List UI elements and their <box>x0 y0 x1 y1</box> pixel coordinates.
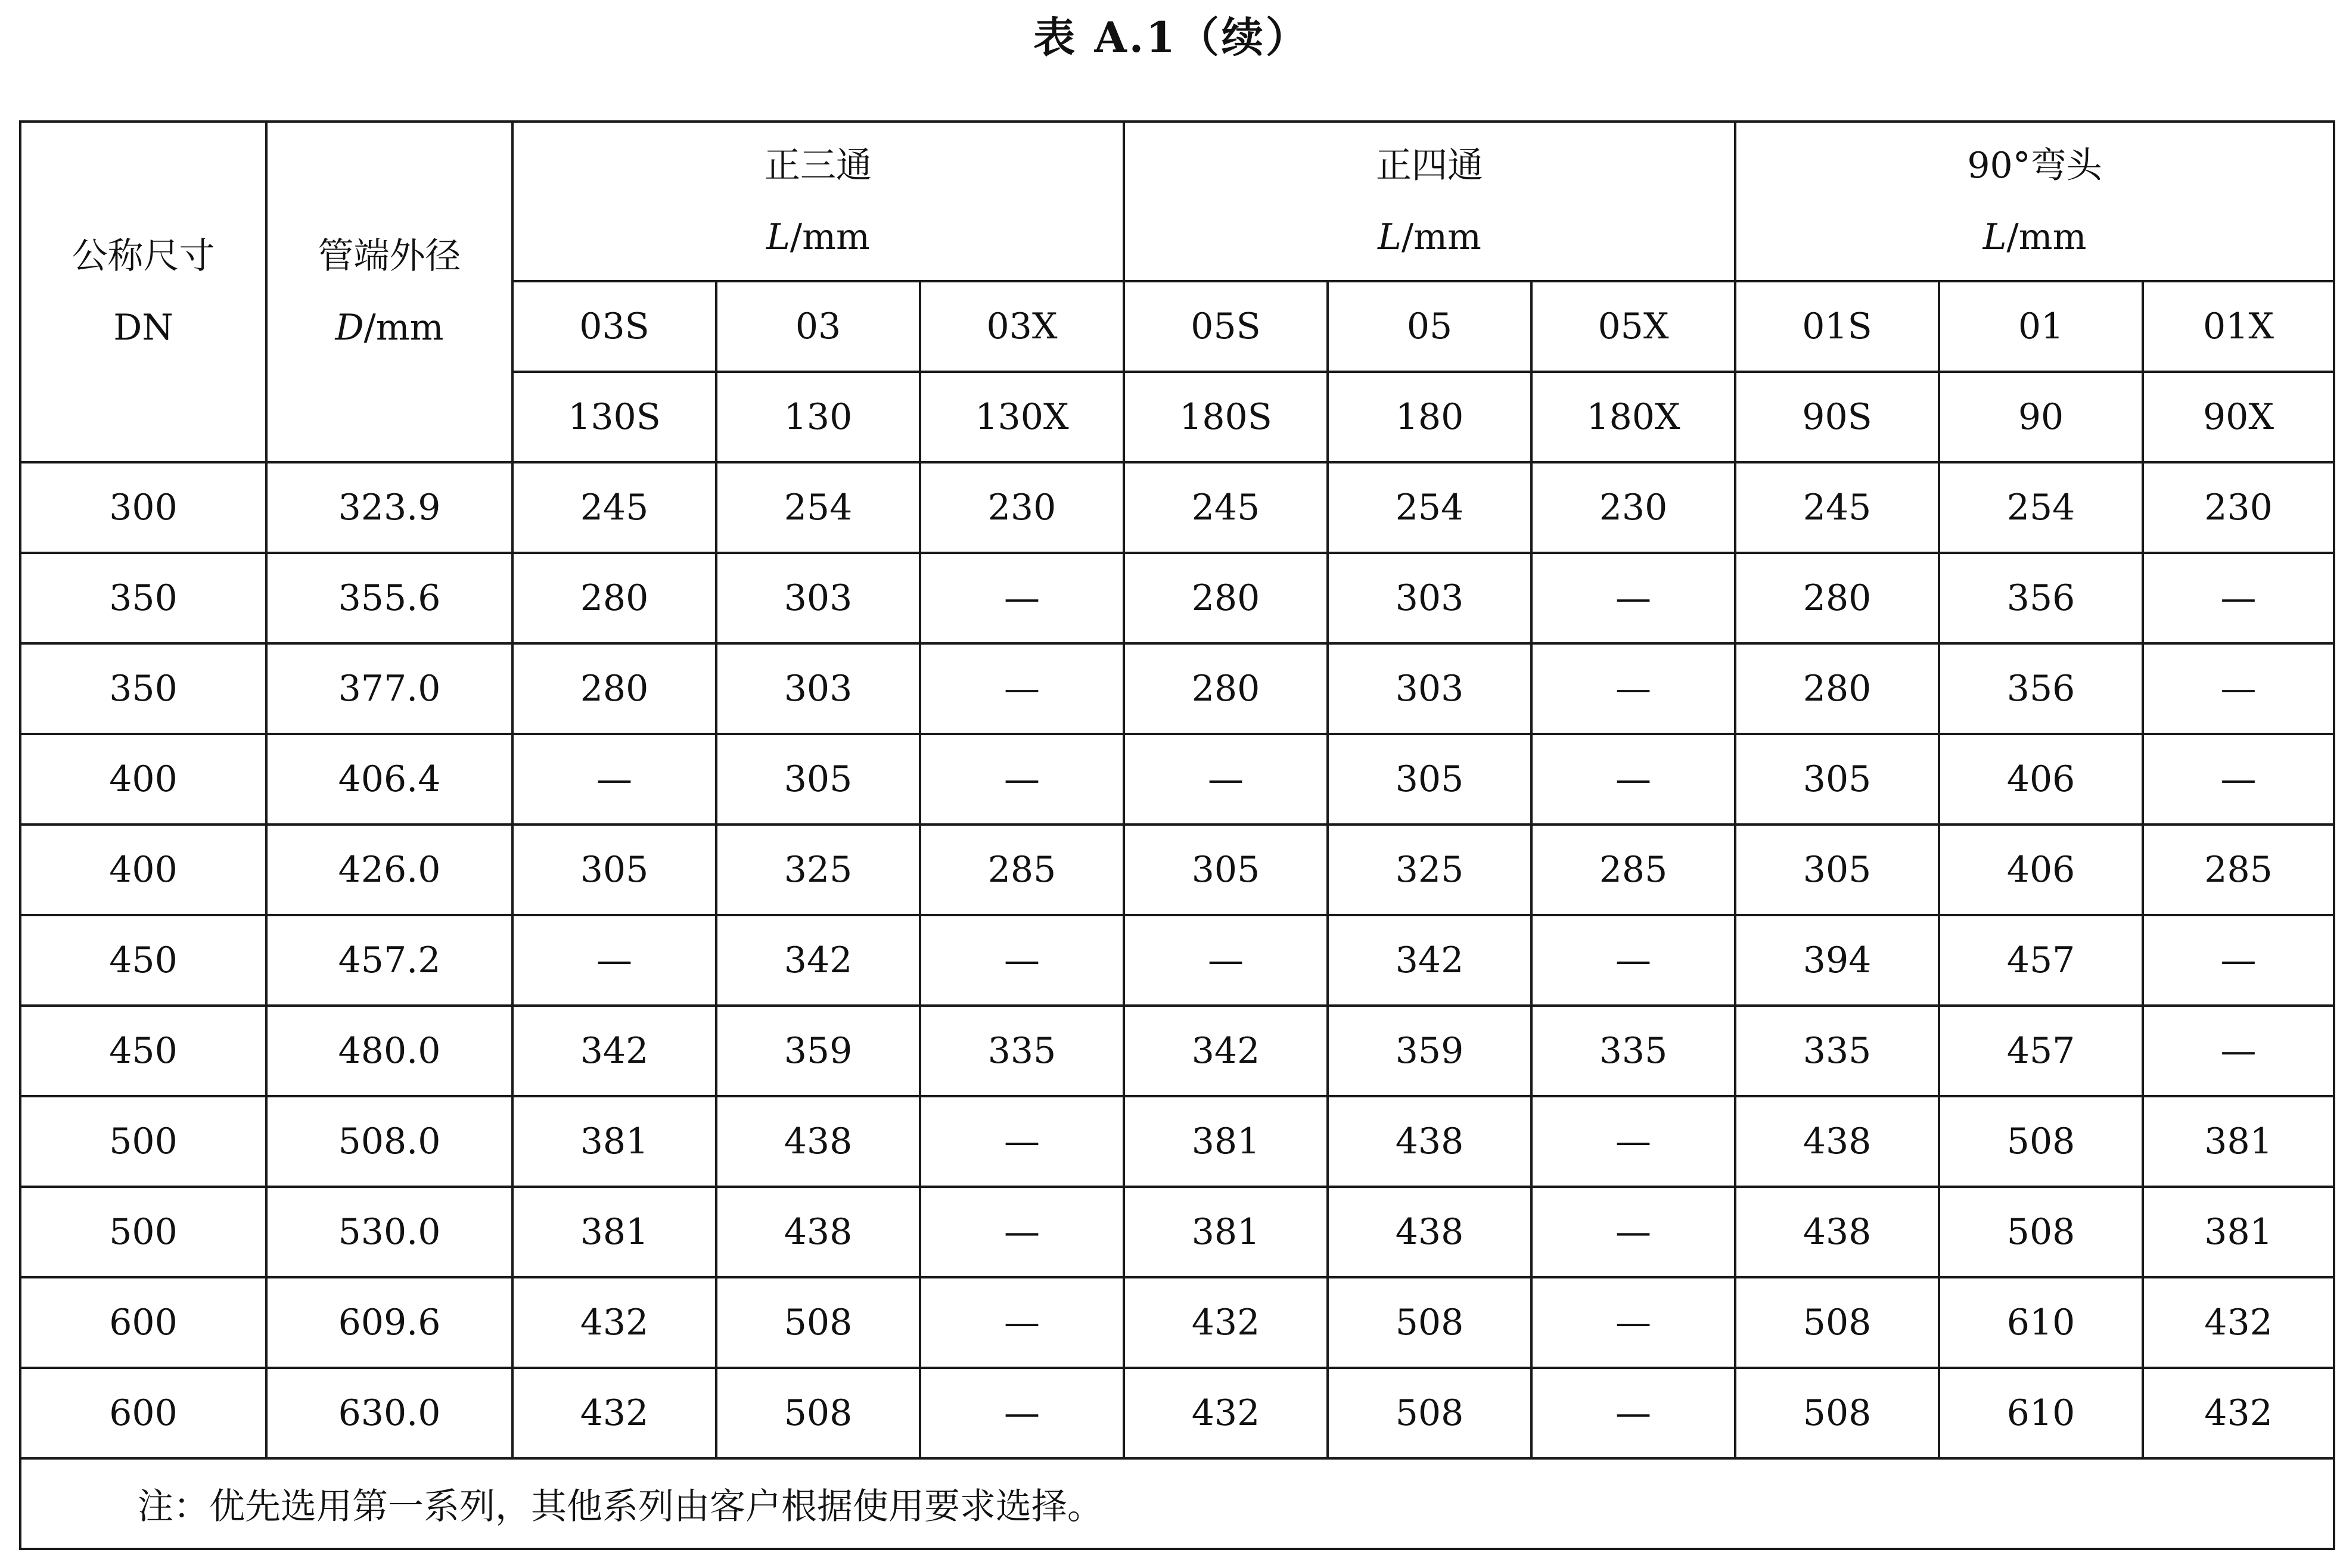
table-cell: 438 <box>716 1096 920 1187</box>
table-cell: 356 <box>1939 643 2143 734</box>
table-cell: — <box>1531 1187 1735 1277</box>
table-cell: 426.0 <box>266 825 512 915</box>
fitting-dimension-table <box>19 120 2335 1550</box>
table-cell: — <box>1531 1277 1735 1368</box>
table-cell: 508 <box>1328 1368 1531 1458</box>
table-cell: 280 <box>1124 643 1328 734</box>
header-od <box>266 122 512 462</box>
header-od-unit-line <box>268 292 511 363</box>
table-cell: 350 <box>20 643 266 734</box>
group-unit: /mm <box>790 216 870 258</box>
table-title: 表 A.1（续） <box>1033 13 1310 62</box>
table-cell: 280 <box>1735 553 1939 643</box>
table-cell: — <box>1124 915 1328 1006</box>
group-unit-line <box>1736 201 2333 273</box>
table-cell: 432 <box>1124 1368 1328 1458</box>
table-row <box>20 1006 2334 1096</box>
table-cell: 438 <box>716 1187 920 1277</box>
table-cell: 406 <box>1939 734 2143 825</box>
header-dn <box>20 122 266 462</box>
group-unit-line <box>514 201 1123 273</box>
table-cell: 432 <box>512 1368 716 1458</box>
table-cell: 359 <box>1328 1006 1531 1096</box>
alt-code-cell: 130S <box>512 372 716 462</box>
table-cell: 381 <box>512 1096 716 1187</box>
table-cell: 457 <box>1939 1006 2143 1096</box>
table-cell: 303 <box>716 553 920 643</box>
table-row <box>20 915 2334 1006</box>
header-od-var: D <box>335 307 364 349</box>
code-cell: 03S <box>512 281 716 372</box>
table-cell: — <box>920 1096 1124 1187</box>
table-cell: 500 <box>20 1187 266 1277</box>
table-cell: 508 <box>716 1277 920 1368</box>
code-cell: 01X <box>2143 281 2334 372</box>
table-cell: — <box>1531 1096 1735 1187</box>
table-cell: 280 <box>1735 643 1939 734</box>
code-cell: 05X <box>1531 281 1735 372</box>
table-cell: — <box>920 643 1124 734</box>
alt-code-cell: 90S <box>1735 372 1939 462</box>
group-unit-var: L <box>1378 216 1402 258</box>
table-cell: 457.2 <box>266 915 512 1006</box>
table-cell: 254 <box>1939 462 2143 553</box>
header-group-cross <box>1124 122 1735 281</box>
table-cell: 406 <box>1939 825 2143 915</box>
table-cell: 303 <box>1328 643 1531 734</box>
code-cell: 01 <box>1939 281 2143 372</box>
table-cell: 438 <box>1328 1096 1531 1187</box>
table-cell: 450 <box>20 1006 266 1096</box>
table-cell: 230 <box>1531 462 1735 553</box>
table-row <box>20 643 2334 734</box>
table-cell: 335 <box>920 1006 1124 1096</box>
alt-code-cell: 180 <box>1328 372 1531 462</box>
table-cell: 305 <box>1124 825 1328 915</box>
table-cell: 230 <box>2143 462 2334 553</box>
table-cell: — <box>920 734 1124 825</box>
table-cell: 600 <box>20 1368 266 1458</box>
table-cell: 254 <box>716 462 920 553</box>
group-unit: /mm <box>2006 216 2087 258</box>
header-od-unit: /mm <box>363 307 444 349</box>
table-cell: 254 <box>1328 462 1531 553</box>
table-cell: 400 <box>20 825 266 915</box>
table-cell: 432 <box>1124 1277 1328 1368</box>
code-cell: 05S <box>1124 281 1328 372</box>
table-note: 注：优先选用第一系列，其他系列由客户根据使用要求选择。 <box>20 1458 2334 1549</box>
table-cell: 438 <box>1735 1187 1939 1277</box>
table-cell: 432 <box>512 1277 716 1368</box>
table-cell: 600 <box>20 1277 266 1368</box>
table-cell: 530.0 <box>266 1187 512 1277</box>
table-cell: 285 <box>920 825 1124 915</box>
table-cell: 305 <box>1735 825 1939 915</box>
table-cell: 303 <box>1328 553 1531 643</box>
table-cell: 508 <box>1735 1368 1939 1458</box>
table-cell: — <box>1531 915 1735 1006</box>
table-cell: 359 <box>716 1006 920 1096</box>
group-name: 正四通 <box>1376 145 1484 186</box>
table-cell: 245 <box>512 462 716 553</box>
alt-code-cell: 90X <box>2143 372 2334 462</box>
table-cell: 450 <box>20 915 266 1006</box>
table-row <box>20 1368 2334 1458</box>
header-dn-sub: DN <box>113 307 173 349</box>
table-cell: 303 <box>716 643 920 734</box>
table-row <box>20 1187 2334 1277</box>
table-cell: 305 <box>1735 734 1939 825</box>
code-cell: 01S <box>1735 281 1939 372</box>
table-cell: 350 <box>20 553 266 643</box>
table-row <box>20 825 2334 915</box>
table-cell: 508 <box>1939 1096 2143 1187</box>
group-name: 正三通 <box>765 145 872 186</box>
table-cell: 400 <box>20 734 266 825</box>
table-cell: 508 <box>1939 1187 2143 1277</box>
table-cell: 500 <box>20 1096 266 1187</box>
alt-code-cell: 180S <box>1124 372 1328 462</box>
table-cell: 508 <box>716 1368 920 1458</box>
table-cell: 280 <box>1124 553 1328 643</box>
table-cell: — <box>1124 734 1328 825</box>
table-cell: 381 <box>2143 1096 2334 1187</box>
table-cell: 508 <box>1328 1277 1531 1368</box>
table-cell: 280 <box>512 553 716 643</box>
header-dn-label: 公称尺寸 <box>72 235 215 277</box>
table-row <box>20 462 2334 553</box>
table-cell: — <box>920 553 1124 643</box>
table-cell: 610 <box>1939 1277 2143 1368</box>
table-cell: 508.0 <box>266 1096 512 1187</box>
table-cell: — <box>512 734 716 825</box>
table-row <box>20 553 2334 643</box>
header-row-groups <box>20 122 2334 281</box>
table-cell: 305 <box>512 825 716 915</box>
table-cell: 342 <box>1328 915 1531 1006</box>
table-row <box>20 1277 2334 1368</box>
code-cell: 03X <box>920 281 1124 372</box>
table-cell: 342 <box>512 1006 716 1096</box>
group-name: 90°弯头 <box>1967 145 2102 186</box>
table-row <box>20 1096 2334 1187</box>
table-cell: 438 <box>1328 1187 1531 1277</box>
table-cell: 342 <box>716 915 920 1006</box>
alt-code-cell: 130 <box>716 372 920 462</box>
table-cell: 230 <box>920 462 1124 553</box>
table-cell: 335 <box>1735 1006 1939 1096</box>
table-cell: 438 <box>1735 1096 1939 1187</box>
table-cell: — <box>920 1277 1124 1368</box>
table-cell: 342 <box>1124 1006 1328 1096</box>
table-cell: 305 <box>716 734 920 825</box>
table-cell: — <box>2143 643 2334 734</box>
header-group-elbow <box>1735 122 2334 281</box>
table-cell: 377.0 <box>266 643 512 734</box>
table-cell: 381 <box>1124 1187 1328 1277</box>
group-unit-var: L <box>766 216 790 258</box>
table-cell: 245 <box>1735 462 1939 553</box>
table-cell: — <box>1531 643 1735 734</box>
table-cell: — <box>2143 734 2334 825</box>
table-cell: 325 <box>716 825 920 915</box>
table-cell: 609.6 <box>266 1277 512 1368</box>
table-cell: 406.4 <box>266 734 512 825</box>
table-cell: 508 <box>1735 1277 1939 1368</box>
code-cell: 05 <box>1328 281 1531 372</box>
table-cell: 381 <box>1124 1096 1328 1187</box>
table-cell: 432 <box>2143 1277 2334 1368</box>
header-od-label: 管端外径 <box>318 235 461 277</box>
table-cell: — <box>1531 1368 1735 1458</box>
table-cell: 300 <box>20 462 266 553</box>
alt-code-cell: 90 <box>1939 372 2143 462</box>
table-cell: 630.0 <box>266 1368 512 1458</box>
table-cell: — <box>1531 553 1735 643</box>
group-unit: /mm <box>1401 216 1481 258</box>
table-cell: 394 <box>1735 915 1939 1006</box>
table-cell: 245 <box>1124 462 1328 553</box>
table-cell: 285 <box>2143 825 2334 915</box>
table-cell: 285 <box>1531 825 1735 915</box>
table-cell: — <box>2143 915 2334 1006</box>
table-cell: 325 <box>1328 825 1531 915</box>
table-cell: 457 <box>1939 915 2143 1006</box>
table-cell: 323.9 <box>266 462 512 553</box>
code-cell: 03 <box>716 281 920 372</box>
table-cell: 280 <box>512 643 716 734</box>
table-cell: — <box>920 1368 1124 1458</box>
table-cell: 480.0 <box>266 1006 512 1096</box>
header-group-tee <box>512 122 1124 281</box>
group-unit-var: L <box>1982 216 2007 258</box>
note-row <box>20 1458 2334 1549</box>
group-unit-line <box>1125 201 1734 273</box>
table-cell: — <box>2143 1006 2334 1096</box>
table-cell: 356 <box>1939 553 2143 643</box>
table-cell: — <box>1531 734 1735 825</box>
table-cell: 381 <box>2143 1187 2334 1277</box>
table-cell: — <box>512 915 716 1006</box>
alt-code-cell: 130X <box>920 372 1124 462</box>
table-cell: 355.6 <box>266 553 512 643</box>
table-cell: — <box>920 1187 1124 1277</box>
alt-code-cell: 180X <box>1531 372 1735 462</box>
table-cell: 335 <box>1531 1006 1735 1096</box>
table-cell: — <box>2143 553 2334 643</box>
table-cell: 381 <box>512 1187 716 1277</box>
table-row <box>20 734 2334 825</box>
table-cell: — <box>920 915 1124 1006</box>
table-cell: 610 <box>1939 1368 2143 1458</box>
table-cell: 432 <box>2143 1368 2334 1458</box>
table-cell: 305 <box>1328 734 1531 825</box>
